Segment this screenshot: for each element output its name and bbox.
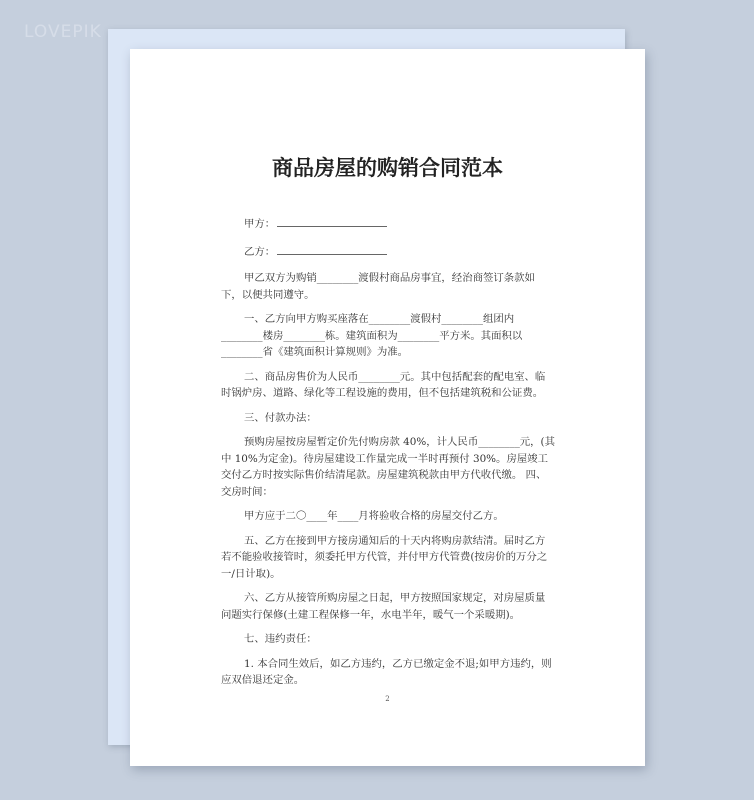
paragraph-clause-2: 二、商品房售价为人民币________元。其中包括配套的配电室、临时锅炉房、道路、绿化等工程设施的费用，但不包括建筑税和公证费。: [221, 370, 546, 399]
paragraph-clause-4-body: 甲方应于二〇____年____月将验收合格的房屋交付乙方。: [244, 510, 504, 522]
party-a-line: [221, 215, 555, 233]
paragraph-clause-3-heading: 三、付款办法：: [244, 411, 317, 424]
paragraph-clause-3-body: 预购房屋按房屋暂定价先付购房款 40%，计人民币________元，(其中 10%为定金)。待房屋建设工作量完成一半时再预付 30%。房屋竣工交付乙方时按实际售价结清尾款。房屋建筑税款由甲方代收代缴。 四、交房时间：: [221, 436, 555, 498]
party-a-label: 甲方：: [244, 218, 276, 230]
paragraph-clause-7-heading: 七、违约责任：: [244, 633, 317, 645]
party-b-label: 乙方：: [244, 245, 276, 258]
paragraph-intro: 甲乙双方为购销________渡假村商品房事宜，经治商签订条款如下，以便共同遵守。: [221, 272, 535, 301]
paragraph-clause-5: 五、乙方在接到甲方接房通知后的十天内将购房款结清。届时乙方若不能验收接管时，须委托甲方代管，并付甲方代管费(按房价的万分之一/日计取)。: [221, 534, 548, 580]
watermark-logo: LOVEPIK: [24, 22, 102, 42]
document-title: 商品房屋的购销合同范本: [272, 156, 503, 180]
contract-body: [221, 215, 555, 697]
party-b-blank: [277, 243, 387, 255]
party-b-line: [221, 243, 555, 261]
party-a-blank: [277, 215, 387, 227]
paragraph-clause-6: 六、乙方从接管所购房屋之日起，甲方按照国家规定，对房屋质量问题实行保修(土建工程保修一年，水电半年，暖气一个采暖期)。: [221, 592, 546, 621]
document-page: [130, 49, 645, 766]
paragraph-clause-7-item-1: 1. 本合同生效后，如乙方违约，乙方已缴定金不退;如甲方违约，则应双倍退还定金。: [221, 657, 552, 686]
page-number: 2: [385, 695, 390, 703]
paragraph-clause-1: 一、乙方向甲方购买座落在________渡假村________组团内________楼房________栋。建筑面积为________平方米。其面积以________省《建筑面积计算规则》为准。: [221, 313, 523, 358]
